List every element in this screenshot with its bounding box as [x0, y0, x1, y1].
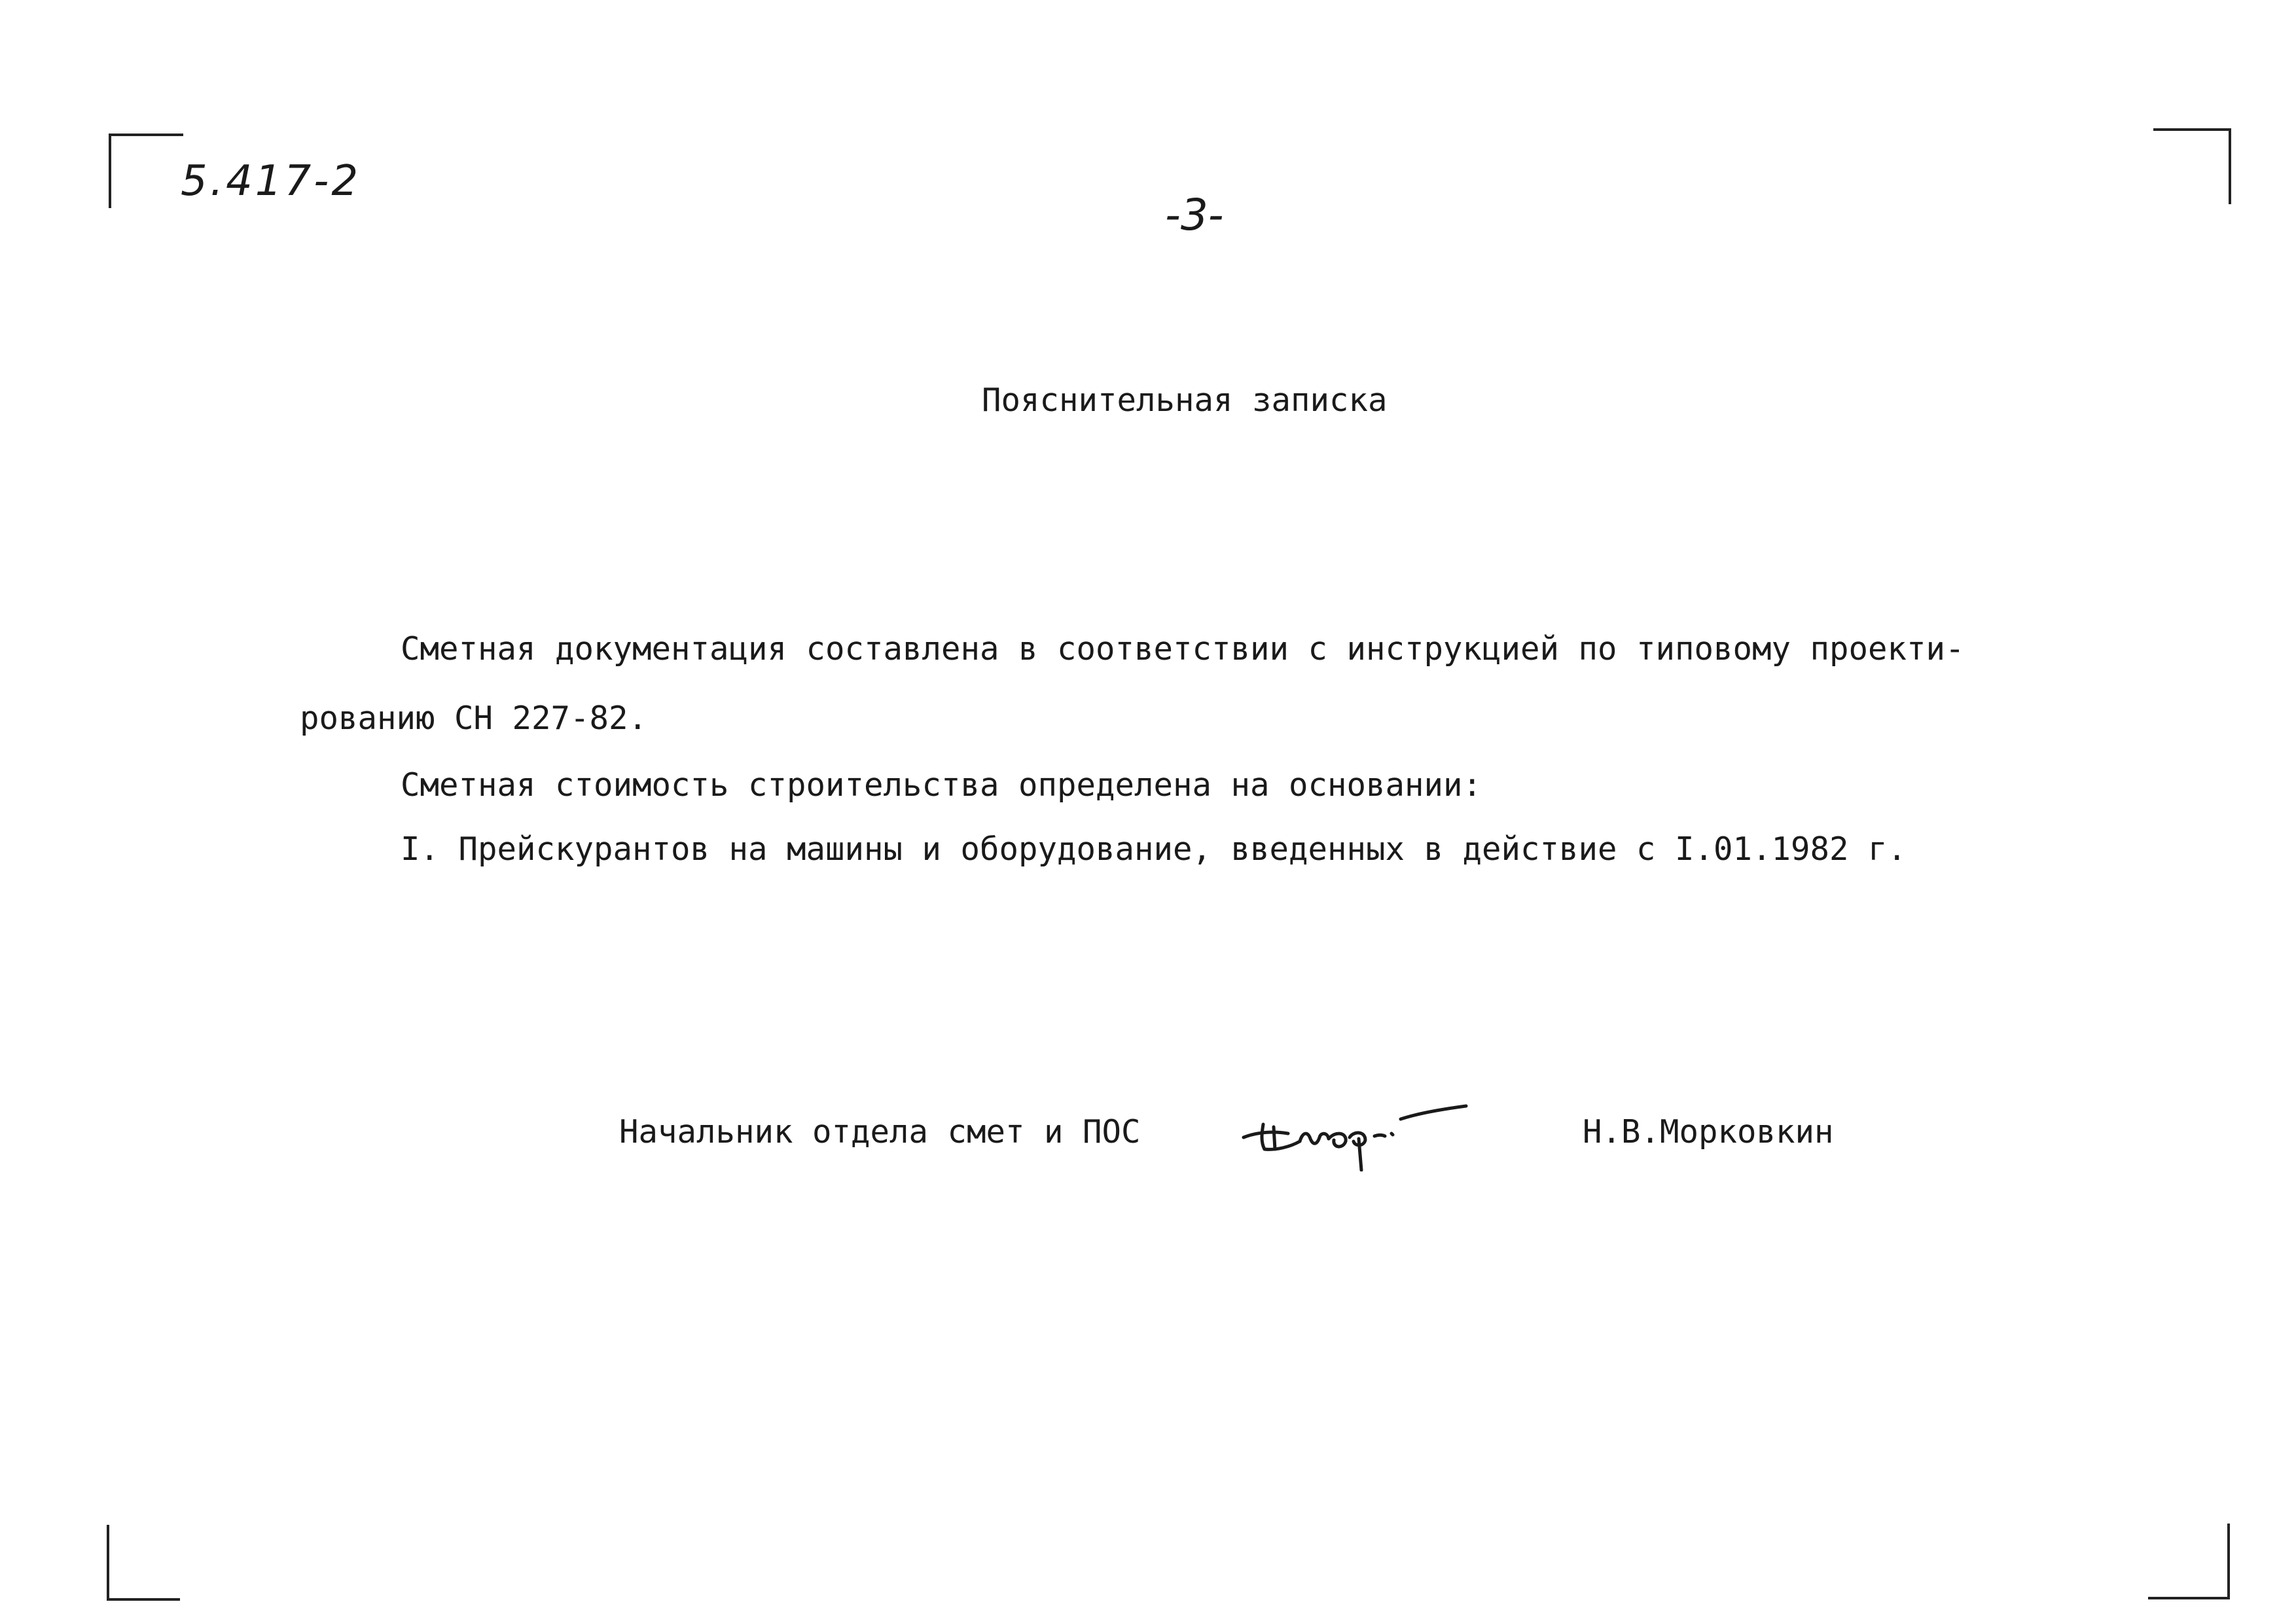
corner-mark-top-left	[109, 134, 183, 208]
corner-mark-top-right	[2153, 128, 2231, 204]
document-title: Пояснительная записка	[982, 382, 1388, 419]
corner-mark-bottom-right	[2148, 1524, 2230, 1599]
page-number: -3-	[1165, 190, 1224, 240]
handwritten-signature	[1237, 1086, 1473, 1171]
document-code: 5.417-2	[181, 157, 361, 205]
paragraph: Сметная стоимость строительства определена на основании:	[401, 766, 1482, 804]
paragraph-line: рованию СН 227-82.	[300, 700, 648, 737]
list-item: I. Прейскурантов на машины и оборудование, введенных в действие с I.01.1982 г.	[401, 830, 1907, 868]
signer-role: Начальник отдела смет и ПОС	[619, 1113, 1141, 1150]
corner-mark-bottom-left	[107, 1525, 180, 1601]
paragraph-line: Сметная документация составлена в соответствии с инструкцией по типовому проекти-	[401, 630, 1965, 668]
signer-name: Н.В.Морковкин	[1583, 1113, 1834, 1150]
